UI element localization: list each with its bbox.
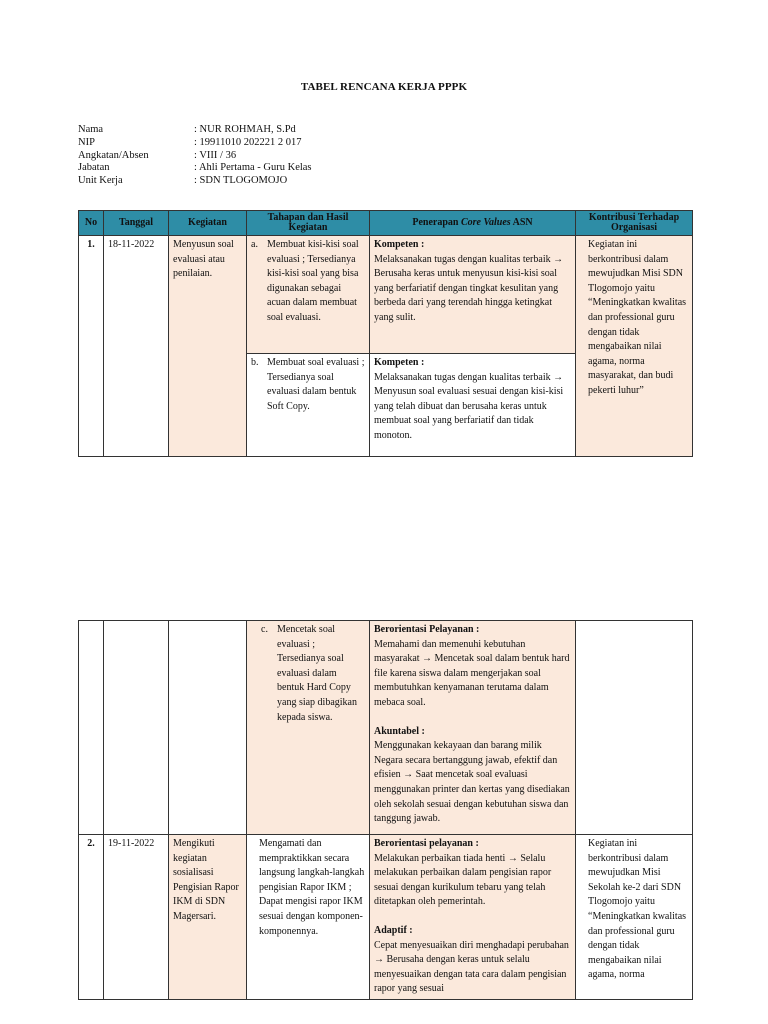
step-marker: c. [261, 624, 268, 635]
info-value: : Ahli Pertama - Guru Kelas [194, 162, 312, 174]
header-core-values: Penerapan Core Values ASN [370, 211, 576, 236]
core-value-a [370, 236, 576, 354]
step-a [247, 236, 370, 354]
core-value-heading: Akuntabel : [374, 725, 425, 737]
core-value-heading: Berorientasi Pelayanan : [374, 624, 480, 635]
step-text: Mengamati dan mempraktikkan secara langsung langkah-langkah pengisian Rapor IKM ; Dapat mengisi rapor IKM sesuai dengan komponen-komponennya. [259, 838, 365, 937]
row-activity: Mengikuti kegiatan sosialisasi Pengisian Rapor IKM di SDN Magersari. [169, 835, 247, 1000]
header-no: No [79, 211, 104, 236]
info-label: Nama [78, 124, 104, 135]
core-value [370, 835, 576, 1000]
contribution [576, 236, 693, 457]
core-value-heading: Berorientasi pelayanan : [374, 838, 479, 849]
table-header-row [79, 211, 693, 236]
contribution-text: Kegiatan ini berkontribusi dalam mewujudkan Misi SDN Tlogomojo yaitu “Meningkatkan kwalitas dan professional guru dengan tidak mengabaikan nilai agama, norma masyarakat, dan budi pekerti luhur” [588, 239, 687, 396]
info-label: NIP [78, 136, 95, 148]
work-plan-table-page2 [78, 620, 693, 1000]
core-value-heading: Kompeten : [374, 239, 425, 250]
info-row-jabatan [78, 162, 312, 175]
info-row-unit-kerja [78, 175, 312, 188]
info-value: : SDN TLOGOMOJO [194, 175, 288, 187]
step [247, 835, 370, 1000]
row-date: 18-11-2022 [104, 236, 169, 457]
step-text: Membuat soal evaluasi ; Tersedianya soal evaluasi dalam bentuk Soft Copy. [267, 357, 365, 412]
contribution [576, 621, 693, 835]
info-row-angkatan [78, 150, 312, 163]
info-label: Jabatan [78, 162, 110, 174]
core-value-b [370, 354, 576, 457]
step-marker: a. [251, 239, 258, 250]
core-value-text: Menggunakan kekayaan dan barang milik Negara secara bertanggung jawab, efektif dan efisien → Saat mencetak soal evaluasi menggunakan printer dan kertas yang disediakan oleh sekolah sesuai dengan kebutuhan siswa dan tanggung jawab. [374, 740, 570, 825]
core-value-text: Memahami dan memenuhi kebutuhan masyarakat → Mencetak soal dalam bentuk hard file karena siswa dalam mengerjakan soal membutuhkan kenyamanan terutama dalam mebaca soal. [374, 638, 570, 708]
core-value-heading: Kompeten : [374, 357, 425, 368]
core-value-text: Melaksanakan tugas dengan kualitas terbaik → Berusaha keras untuk menyusun kisi-kisi soal yang berfariatif dengan tingkat kesulitan yang berbeda dari yang terendah hingga ketingkat yang sulit. [374, 253, 564, 323]
contribution [576, 835, 693, 1000]
row-activity: Menyusun soal evaluasi atau penilaian. [169, 236, 247, 457]
core-value-text: Cepat menyesuaikan diri menghadapi perubahan → Berusaha dengan keras untuk selalu menyesuaikan dengan tata cara dalam pengisian rapor yang sesuai [374, 939, 569, 995]
row-number: 1. [79, 236, 104, 457]
row-activity [169, 621, 247, 835]
info-value: : 19911010 202221 2 017 [194, 136, 302, 148]
document-title: TABEL RENCANA KERJA PPPK [300, 81, 468, 93]
core-value-heading: Adaptif : [374, 924, 413, 936]
table-row [79, 236, 693, 354]
header-kontribusi: Kontribusi Terhadap Organisasi [576, 211, 693, 236]
step-marker: b. [251, 357, 259, 368]
row-date: 19-11-2022 [104, 835, 169, 1000]
row-number: 2. [79, 835, 104, 1000]
row-number [79, 621, 104, 835]
info-label: Unit Kerja [78, 175, 123, 187]
work-plan-table-page1 [78, 210, 693, 457]
step-b [247, 354, 370, 457]
header-tanggal: Tanggal [104, 211, 169, 236]
step-text: Membuat kisi-kisi soal evaluasi ; Tersedianya kisi-kisi soal yang bisa digunakan sebagai acuan dalam membuat soal evaluasi. [267, 239, 359, 323]
header-tahapan: Tahapan dan Hasil Kegiatan [247, 211, 370, 236]
table-row [79, 835, 693, 1000]
info-value: : NUR ROHMAH, S.Pd [194, 124, 296, 135]
table-row [79, 621, 693, 835]
info-row-nama [78, 124, 312, 137]
header-kegiatan: Kegiatan [169, 211, 247, 236]
step-text: Mencetak soal evaluasi ; Tersedianya soal evaluasi dalam bentuk Hard Copy yang siap dibagikan kepada siswa. [277, 624, 357, 723]
info-value: : VIII / 36 [194, 149, 237, 161]
core-value-c [370, 621, 576, 835]
contribution-text: Kegiatan ini berkontribusi dalam mewujudkan Misi Sekolah ke-2 dari SDN Tlogomojo yaitu “Meningkatkan kwalitas dan professional guru dengan tidak mengabaikan nilai agama, norma [588, 838, 687, 981]
core-value-text: Melakukan perbaikan tiada henti → Selalu melakukan perbaikan dalam pengisian rapor sesuai dengan kurikulum tebaru yang telah ditetapkan oleh pemerintah. [374, 852, 552, 908]
row-date [104, 621, 169, 835]
step-c [247, 621, 370, 835]
info-row-nip [78, 137, 312, 150]
identity-block [78, 124, 312, 188]
core-value-text: Melaksanakan tugas dengan kualitas terbaik → Menyusun soal evaluasi sesuai dengan kisi-kisi yang telah dibuat dan berusaha keras untuk membuat soal yang berfariatif dan tidak monoton. [374, 371, 564, 441]
info-label: Angkatan/Absen [78, 149, 149, 161]
